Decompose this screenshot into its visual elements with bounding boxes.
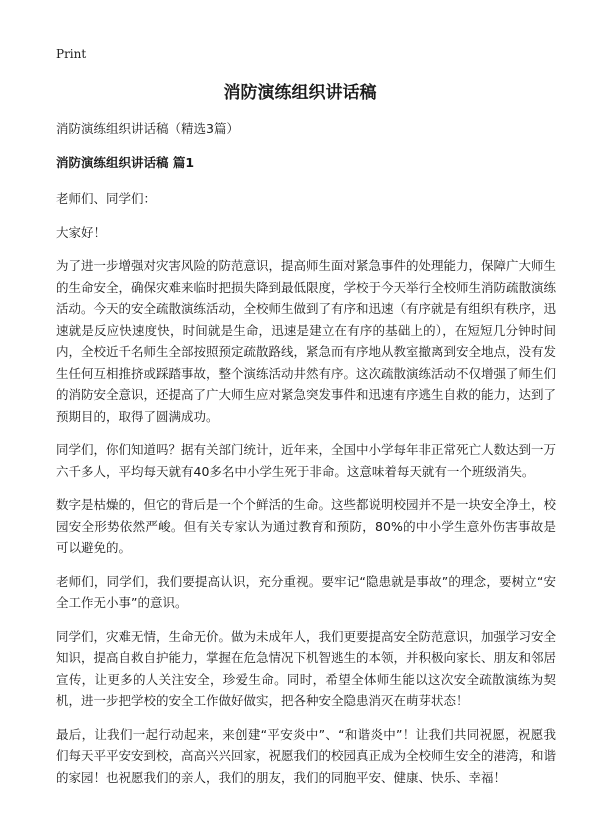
paragraph-drill-summary: 为了进一步增强对灾害风险的防范意识，提高师生面对紧急事件的处理能力，保障广大师生的生命安全，确保灾难来临时把损失降到最低限度，学校于今天举行全校师生消防疏散演练活动。今天的安全疏散演练活动，全校师生做到了有序和迅速（有序就是有组织有秩序，迅速就是反应快速度快，时间就是生命，迅速是建立在有序的基础上的），在短短几分钟时间内，全校近千名师生全部按照预定疏散路线，紧急而有序地从教室撤离到安全地点，没有发生任何互相推挤或踩踏事故，整个演练活动井然有序。这次疏散演练活动不仅增强了师生们的消防安全意识，还提高了广大师生应对紧急突发事件和迅速有序逃生自救的能力，达到了预期目的，取得了圆满成功。 <box>56 258 557 424</box>
paragraph-hello: 大家好！ <box>56 224 107 240</box>
paragraph-numbers: 数字是枯燥的，但它的背后是一个个鲜活的生命。这些都说明校园并不是一块安全净土，校园安全形势依然严峻。但有关专家认为通过教育和预防，80%的中小学生意外伤害事故是可以避免的。 <box>56 497 557 555</box>
paragraph-closing: 最后，让我们一起行动起来，来创建“平安炎中”、“和谐炎中”！让我们共同祝愿，祝愿我们每天平平安安到校，高高兴兴回家，祝愿我们的校园真正成为全校师生安全的港湾，和谐的家园！也祝愿我们的亲人，我们的朋友，我们的同胞平安、健康、快乐、幸福！ <box>56 726 557 785</box>
document-subtitle: 消防演练组织讲话稿（精选3篇） <box>56 121 239 136</box>
document-title: 消防演练组织讲话稿 <box>223 83 377 103</box>
section-heading: 消防演练组织讲话稿 篇1 <box>56 155 195 170</box>
print-link[interactable]: Print <box>56 47 87 61</box>
paragraph-statistics: 同学们，你们知道吗？据有关部门统计，近年来，全国中小学每年非正常死亡人数达到一万六千多人，平均每天就有40多名中小学生死于非命。这意味着每天就有一个班级消失。 <box>56 442 557 479</box>
paragraph-call-to-action: 同学们，灾难无情，生命无价。做为未成年人，我们更要提高安全防范意识，加强学习安全知识，提高自救自护能力，掌握在危急情况下机智逃生的本领，并积极向家长、朋友和邻居宣传，让更多的人关注安全，珍爱生命。同时，希望全体师生能以这次安全疏散演练为契机，进一步把学校的安全工作做好做实，把各种安全隐患消灭在萌芽状态！ <box>56 628 557 708</box>
paragraph-awareness: 老师们，同学们，我们要提高认识，充分重视。要牢记“隐患就是事故”的理念，要树立“安全工作无小事”的意识。 <box>56 573 556 610</box>
paragraph-greeting: 老师们、同学们： <box>56 191 157 206</box>
document-body <box>56 120 556 800</box>
